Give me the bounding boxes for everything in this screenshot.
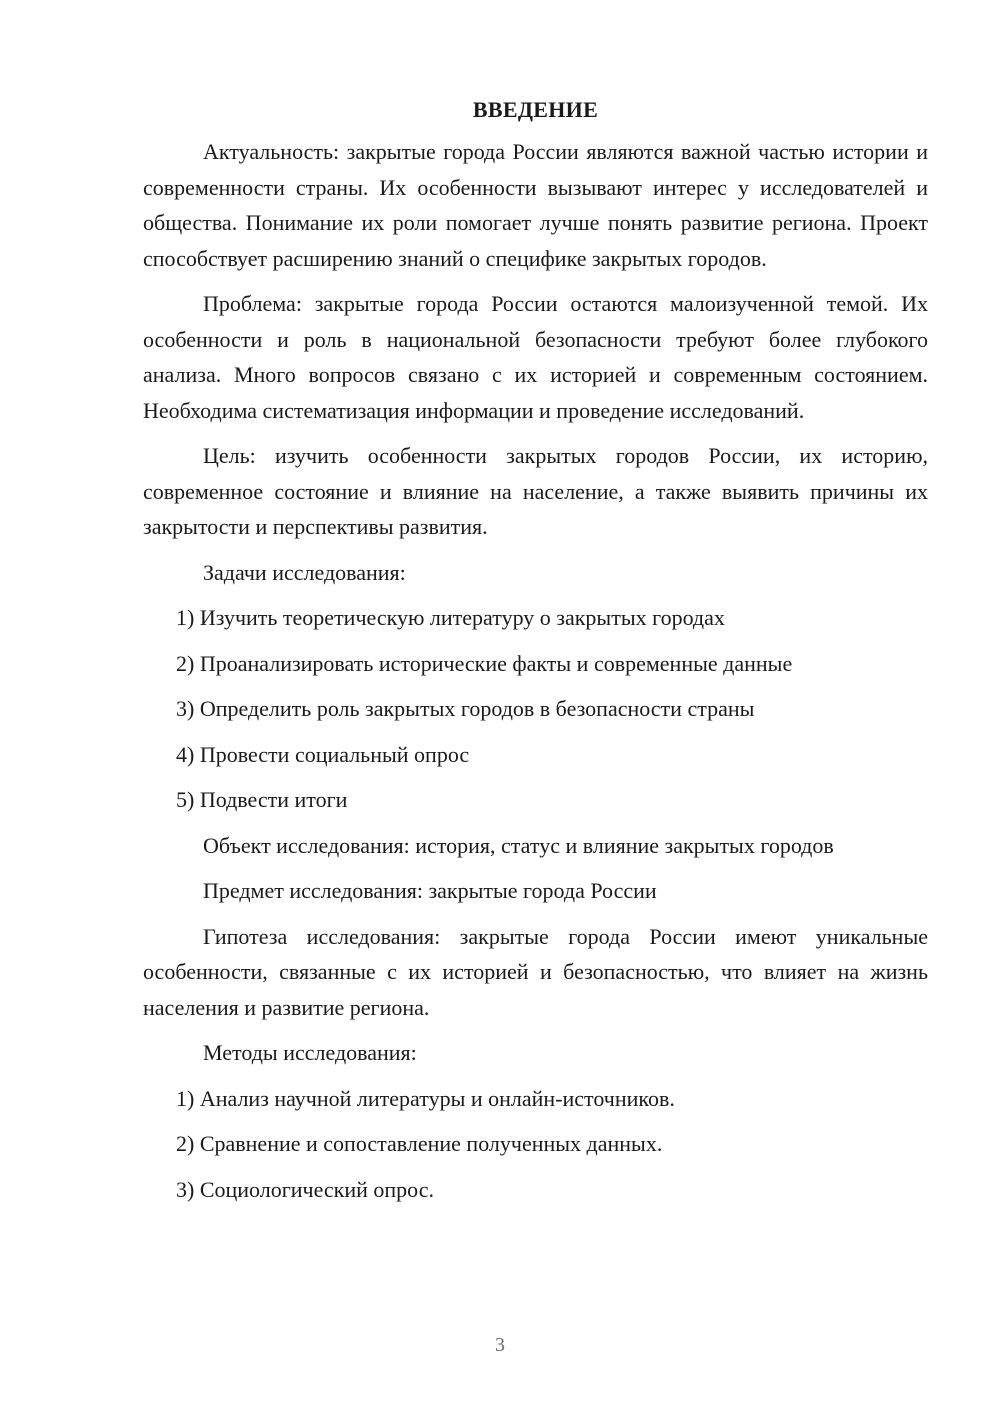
- task-item: 2) Проанализировать исторические факты и современные данные: [176, 650, 793, 676]
- goal-paragraph: Цель: изучить особенности закрытых городов России, их историю, современное состояние и влияние на население, а также выявить причины их закрытости и перспективы развития.: [143, 443, 928, 539]
- document-page: [143, 92, 928, 1217]
- relevance-paragraph: Актуальность: закрытые города России являются важной частью истории и современности страны. Их особенности вызывают интерес у исследователей и общества. Понимание их роли помогает лучше понять развитие региона. Проект способствует расширению знаний о специфике закрытых городов.: [143, 139, 928, 271]
- methods-heading: Методы исследования:: [203, 1040, 417, 1065]
- research-subject: Предмет исследования: закрытые города России: [203, 878, 657, 903]
- research-object: Объект исследования: история, статус и влияние закрытых городов: [203, 832, 834, 858]
- section-title: ВВЕДЕНИЕ: [472, 97, 599, 122]
- task-item: 1) Изучить теоретическую литературу о закрытых городах: [176, 605, 725, 630]
- tasks-heading: Задачи исследования:: [203, 559, 406, 585]
- task-item: 3) Определить роль закрытых городов в безопасности страны: [176, 696, 755, 721]
- page-number: 3: [495, 1334, 505, 1356]
- task-item: 4) Провести социальный опрос: [176, 741, 470, 767]
- problem-paragraph: Проблема: закрытые города России остаются малоизученной темой. Их особенности и роль в национальной безопасности требуют более глубокого анализа. Много вопросов связано с их историей и современным состоянием. Необходима систематизация информации и проведение исследований.: [143, 291, 928, 423]
- method-item: 3) Социологический опрос.: [176, 1176, 434, 1202]
- hypothesis-paragraph: Гипотеза исследования: закрытые города России имеют уникальные особенности, связанные с их историей и безопасностью, что влияет на жизнь населения и развитие региона.: [143, 923, 928, 1020]
- method-item: 2) Сравнение и сопоставление полученных данных.: [176, 1131, 663, 1156]
- task-item: 5) Подвести итоги: [176, 787, 348, 812]
- method-item: 1) Анализ научной литературы и онлайн-источников.: [176, 1085, 675, 1111]
